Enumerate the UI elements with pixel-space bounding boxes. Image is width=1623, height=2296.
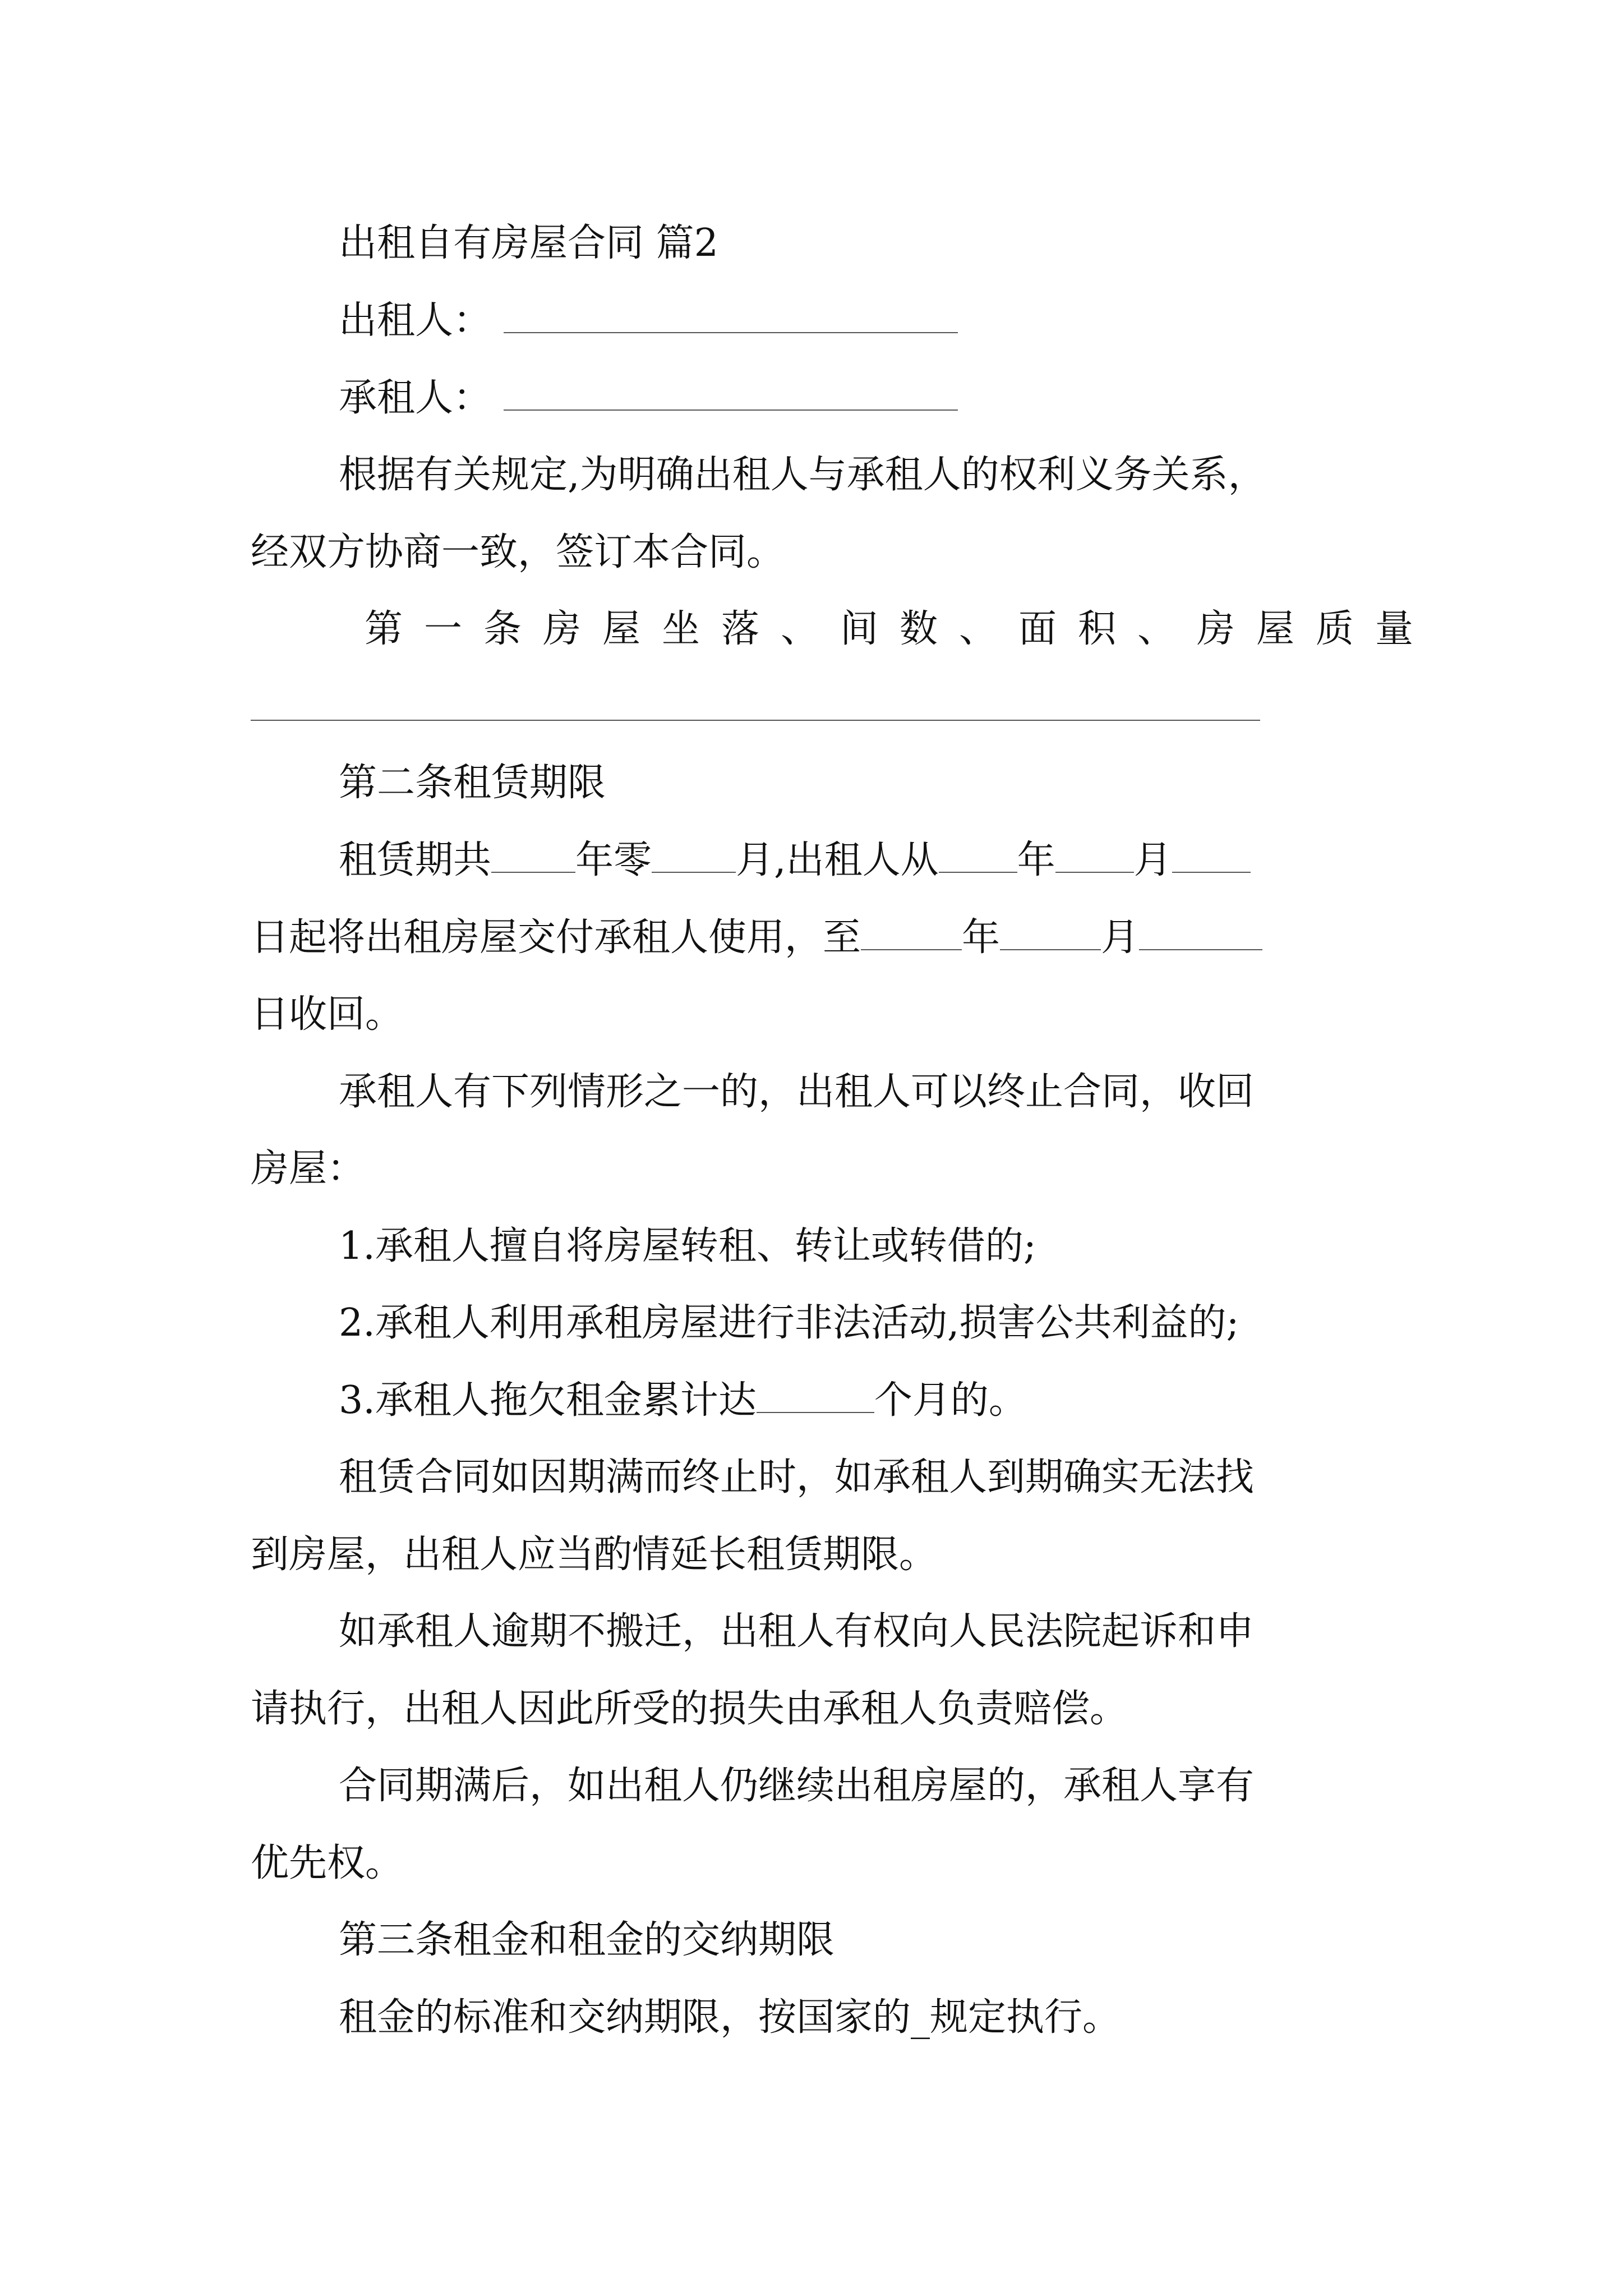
termination-line-2: 房屋： <box>251 1147 366 1191</box>
period-text-3: 月,出租人从 <box>736 838 939 882</box>
period-text-6: 日起将出租房屋交付承租人使用，至 <box>251 915 861 960</box>
period-line-2 <box>251 915 1262 960</box>
article2-title: 第二条租赁期限 <box>339 761 606 805</box>
period-line-1 <box>339 838 1251 882</box>
renewal-line-1: 合同期满后，如出租人仍继续出租房屋的，承租人享有 <box>339 1764 1255 1808</box>
clause-item-3-suffix: 个月的。 <box>874 1378 1027 1423</box>
clause-item-2: 2.承租人利用承租房屋进行非法活动,损害公共利益的; <box>339 1301 1239 1345</box>
expiry-line-2: 到房屋，出租人应当酌情延长租赁期限。 <box>251 1533 938 1577</box>
period-text-7: 年 <box>962 915 1000 960</box>
article1-heading: 第一条房屋坐落、间数、面积、房屋质量 <box>365 607 1435 651</box>
lessee-blank[interactable] <box>504 379 958 411</box>
end-month-blank[interactable] <box>1000 919 1101 950</box>
period-text-8: 月 <box>1101 915 1140 960</box>
lessor-line <box>339 298 958 343</box>
lessee-label: 承租人： <box>339 376 492 420</box>
article3-line-1: 租金的标准和交纳期限，按国家的_规定执行。 <box>339 1995 1121 2040</box>
expiry-line-1: 租赁合同如因期满而终止时，如承租人到期确实无法找 <box>339 1455 1255 1499</box>
overdue-line-2: 请执行，出租人因此所受的损失由承租人负责赔偿。 <box>251 1687 1128 1731</box>
end-day-blank[interactable] <box>1139 919 1262 950</box>
start-year-blank[interactable] <box>939 841 1017 873</box>
arrears-months-blank[interactable] <box>757 1382 874 1413</box>
intro-line-1: 根据有关规定,为明确出租人与承租人的权利义务关系， <box>339 453 1266 497</box>
intro-line-2: 经双方协商一致，签订本合同。 <box>251 530 785 574</box>
period-text-5: 月 <box>1133 838 1172 882</box>
period-text-2: 年零 <box>575 838 652 882</box>
article1-blank-line[interactable] <box>251 720 1260 721</box>
years-blank[interactable] <box>491 841 575 873</box>
clause-item-3 <box>339 1378 1027 1423</box>
lessee-line <box>339 376 958 420</box>
start-month-blank[interactable] <box>1055 841 1134 873</box>
months-blank[interactable] <box>652 841 736 873</box>
clause-item-3-text: 3.承租人拖欠租金累计达 <box>339 1378 757 1423</box>
renewal-line-2: 优先权。 <box>251 1841 404 1885</box>
lessor-blank[interactable] <box>504 302 958 333</box>
start-day-blank[interactable] <box>1172 841 1251 873</box>
clause-item-1: 1.承租人擅自将房屋转租、转让或转借的; <box>339 1224 1036 1268</box>
termination-line-1: 承租人有下列情形之一的，出租人可以终止合同，收回 <box>339 1070 1255 1114</box>
lessor-label: 出租人： <box>339 298 492 343</box>
overdue-line-1: 如承租人逾期不搬迁，出租人有权向人民法院起诉和申 <box>339 1609 1255 1654</box>
period-text-4: 年 <box>1017 838 1055 882</box>
period-text-1: 租赁期共 <box>339 838 492 882</box>
article3-title: 第三条租金和租金的交纳期限 <box>339 1918 835 1962</box>
period-line-3: 日收回。 <box>251 992 404 1037</box>
document-title: 出租自有房屋合同 篇2 <box>339 221 718 265</box>
end-year-blank[interactable] <box>861 919 962 950</box>
